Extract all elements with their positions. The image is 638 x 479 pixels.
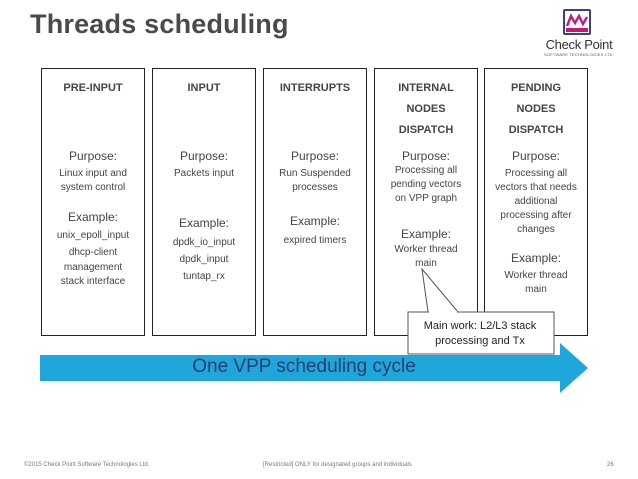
column-interrupts: [263, 68, 367, 336]
example-item: main: [525, 284, 547, 295]
purpose-label: Purpose:: [290, 149, 340, 163]
example-item: dhcp-client: [68, 247, 118, 258]
purpose-line: additional: [514, 196, 558, 207]
purpose-label: Purpose:: [511, 149, 561, 163]
column-input: [152, 68, 256, 336]
column-header-line: PENDING: [510, 82, 562, 94]
purpose-line: Packets input: [173, 168, 235, 179]
example-list: [377, 243, 475, 271]
logo-subtitle: SOFTWARE TECHNOLOGIES LTD.: [543, 52, 615, 57]
example-item: management: [63, 262, 123, 273]
column-header: [153, 78, 255, 99]
example-item: Worker thread: [394, 244, 458, 255]
purpose-text: [377, 164, 475, 206]
callout-text: [411, 319, 549, 349]
scheduling-cycle-label: One VPP scheduling cycle: [192, 356, 416, 377]
purpose-line: processes: [292, 182, 338, 193]
column-header-line: NODES: [406, 103, 446, 115]
example-label: Example:: [178, 216, 230, 230]
callout-line: Main work: L2/L3 stack: [423, 320, 537, 332]
example-label: Example:: [289, 214, 341, 228]
example-item: Worker thread: [504, 270, 568, 281]
column-header-line: DISPATCH: [398, 124, 454, 136]
footer-restricted-note: [Restricted] ONLY for designated groups and individuals: [263, 462, 412, 468]
column-header-line: NODES: [516, 103, 556, 115]
purpose-text: [487, 167, 585, 237]
purpose-line: changes: [517, 224, 555, 235]
column-header-line: INPUT: [187, 82, 221, 94]
column-pre-input: [41, 68, 145, 336]
callout-line: processing and Tx: [435, 335, 525, 347]
purpose-line: vectors that needs: [495, 182, 577, 193]
footer-copyright: ©2015 Check Point Software Technologies Ltd.: [24, 462, 150, 468]
example-item: dpdk_input: [179, 254, 229, 265]
purpose-line: on VPP graph: [394, 193, 458, 204]
example-item: tuntap_rx: [183, 271, 225, 282]
example-item: stack interface: [60, 276, 126, 287]
purpose-line: pending vectors: [390, 179, 462, 190]
example-list: [266, 234, 364, 248]
purpose-text: [44, 167, 142, 195]
column-header-line: PRE-INPUT: [63, 82, 123, 94]
purpose-line: processing after: [500, 210, 572, 221]
example-list: [44, 227, 142, 289]
check-point-logo-icon: [562, 8, 592, 36]
column-header: [375, 78, 477, 141]
purpose-text: [155, 167, 253, 181]
page-number: 26: [607, 462, 614, 468]
purpose-line: Processing all: [394, 165, 458, 176]
logo-name: Check Point: [545, 37, 613, 52]
column-header-line: INTERRUPTS: [279, 82, 351, 94]
example-item: unix_epoll_input: [56, 230, 130, 241]
slide-title: Threads scheduling: [30, 9, 289, 39]
column-header: [485, 78, 587, 141]
purpose-line: system control: [60, 182, 126, 193]
column-header: [42, 78, 144, 99]
column-header-line: INTERNAL: [398, 82, 454, 94]
example-item: main: [415, 258, 437, 269]
purpose-label: Purpose:: [179, 149, 229, 163]
example-label: Example:: [400, 227, 452, 241]
purpose-line: Run Suspended: [279, 168, 351, 179]
purpose-label: Purpose:: [401, 149, 451, 163]
purpose-line: Processing all: [504, 168, 568, 179]
example-label: Example:: [510, 251, 562, 265]
example-label: Example:: [67, 210, 119, 224]
purpose-text: [266, 167, 364, 195]
column-header: [264, 78, 366, 99]
check-point-logo: [530, 8, 628, 58]
purpose-line: Linux input and: [59, 168, 127, 179]
purpose-label: Purpose:: [68, 149, 118, 163]
example-item: dpdk_io_input: [172, 237, 236, 248]
example-list: [155, 234, 253, 285]
column-header-line: DISPATCH: [508, 124, 564, 136]
example-item: expired timers: [283, 235, 347, 246]
